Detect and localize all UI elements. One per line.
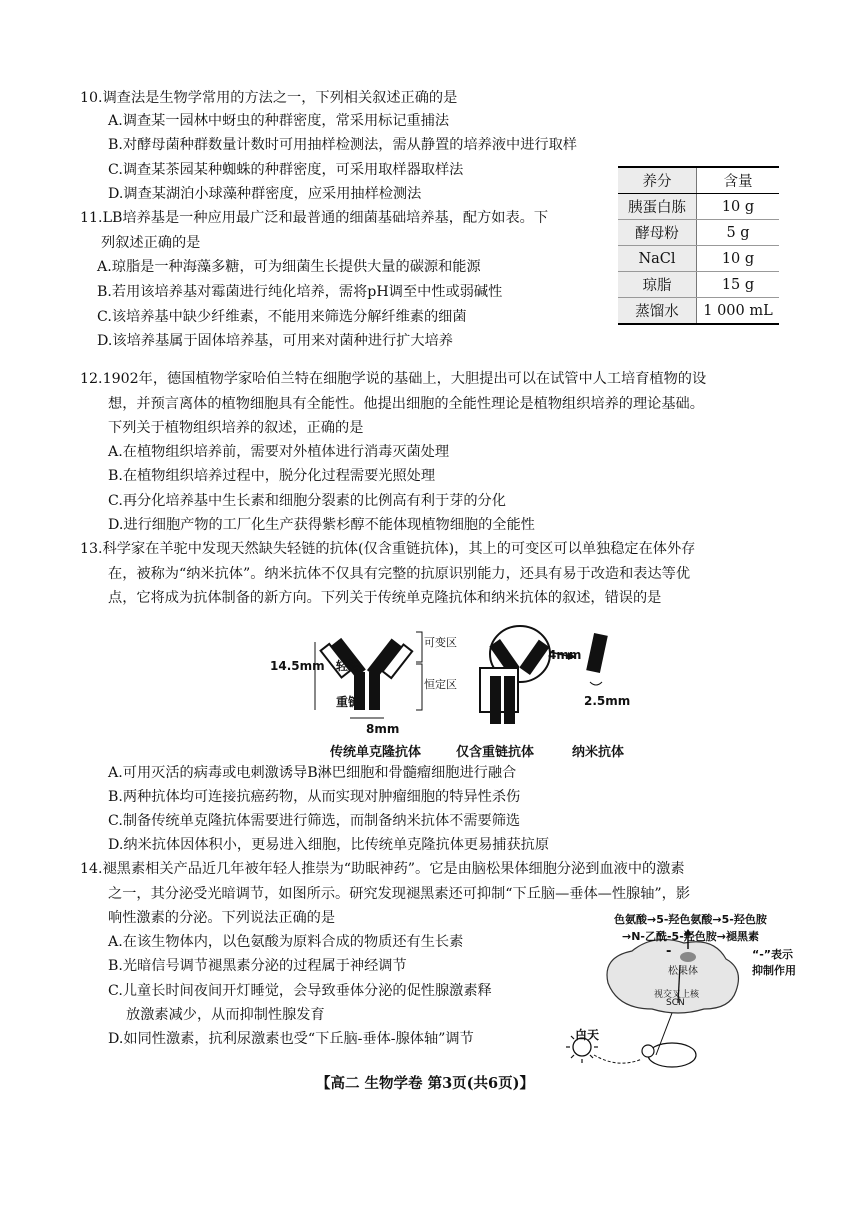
nanobody-shape xyxy=(586,633,608,673)
q11-option-c: C.该培养基中缺少纤维素，不能用来筛选分解纤维素的细菌 xyxy=(97,309,467,325)
q10-option-c: C.调查某茶园某种蜘蛛的种群密度，可采用取样器取样法 xyxy=(108,162,464,178)
variable-bracket xyxy=(416,632,422,662)
table-row xyxy=(618,298,779,325)
nanobody xyxy=(586,633,608,685)
q10-option-a: A.调查某一园林中蚜虫的种群密度，常采用标记重捕法 xyxy=(108,113,450,129)
daytime-label: 白天 xyxy=(575,1028,600,1042)
q13-stem-line2: 在，被称为“纳米抗体”。纳米抗体不仅具有完整的抗原识别能力，还具有易于改造和表达等优 xyxy=(108,566,691,582)
q11-stem-line2: 列叙述正确的是 xyxy=(101,235,201,251)
constant-bracket xyxy=(416,664,422,710)
q12-option-b: B.在植物组织培养过程中，脱分化过程需要光照处理 xyxy=(108,468,436,484)
label-variable-region: 可变区 xyxy=(424,636,457,649)
table-row xyxy=(618,246,779,272)
nutrient-name: 酵母粉 xyxy=(618,220,697,246)
scn-label-line2: SCN xyxy=(666,998,685,1008)
caption-nanobody: 纳米抗体 xyxy=(572,745,625,760)
label-heavy-chain: 重链 xyxy=(336,695,361,709)
fc-right xyxy=(369,672,380,710)
q14-option-c-line1: C.儿童长时间夜间开灯睡觉，会导致垂体分泌的促性腺激素释 xyxy=(108,983,492,999)
nutrient-amount: 1 000 mL xyxy=(697,298,780,325)
legend-line1: “-”表示 xyxy=(752,948,794,961)
nutrient-table xyxy=(618,166,779,325)
nanobody-width-brace xyxy=(590,682,602,685)
mouse-head xyxy=(642,1045,654,1057)
traditional-antibody xyxy=(315,632,422,718)
label-width: 8mm xyxy=(366,722,400,736)
q13-stem-line1: 13.科学家在羊驼中发现天然缺失轻链的抗体(仅含重链抗体)，其上的可变区可以单独稳定在体外存 xyxy=(80,541,696,557)
pathway-line1: 色氨酸→5-羟色氨酸→5-羟色胺 xyxy=(614,913,767,926)
table-header-nutrient: 养分 xyxy=(618,167,697,194)
nutrient-name: 琼脂 xyxy=(618,272,697,298)
table-header-amount: 含量 xyxy=(697,167,780,194)
q13-stem-line3: 点，它将成为抗体制备的新方向。下列关于传统单克隆抗体和纳米抗体的叙述，错误的是 xyxy=(108,590,662,606)
nutrient-amount: 15 g xyxy=(697,272,780,298)
caption-heavy-only: 仅含重链抗体 xyxy=(456,745,535,760)
q14-stem-line2: 之一，其分泌受光暗调节，如图所示。研究发现褪黑素还可抑制“下丘脑—垂体—性腺轴”，影 xyxy=(108,886,691,902)
caption-traditional: 传统单克隆抗体 xyxy=(330,745,422,760)
table-row xyxy=(618,194,779,220)
q13-option-c: C.制备传统单克隆抗体需要进行筛选，而制备纳米抗体不需要筛选 xyxy=(108,813,521,829)
q12-option-d: D.进行细胞产物的工厂化生产获得紫杉醇不能体现植物细胞的全能性 xyxy=(108,517,535,533)
table-row xyxy=(618,272,779,298)
q12-option-a: A.在植物组织培养前，需要对外植体进行消毒灭菌处理 xyxy=(108,444,450,460)
scn-label-line1: 视交叉上核 xyxy=(654,990,700,1000)
q13-option-d: D.纳米抗体因体积小，更易进入细胞，比传统单克隆抗体更易捕获抗原 xyxy=(108,837,550,853)
nutrient-name: 蒸馏水 xyxy=(618,298,697,325)
mouse-icon xyxy=(648,1043,696,1067)
q14-option-d: D.如同性激素，抗利尿激素也受“下丘脑-垂体-腺体轴”调节 xyxy=(108,1031,474,1047)
hc-stem-left xyxy=(490,676,501,724)
page-footer: 【高二 生物学卷 第3页(共6页)】 xyxy=(316,1075,534,1092)
pathway-line2: →N-乙酰-5-羟色胺→褪黑素 xyxy=(622,930,759,943)
q12-stem-line1: 12.1902年，德国植物学家哈伯兰特在细胞学说的基础上，大胆提出可以在试管中人工培育植物的设 xyxy=(80,371,707,387)
table-header-row xyxy=(618,167,779,194)
label-nano-width: 2.5mm xyxy=(584,694,631,708)
q14-option-a: A.在该生物体内，以色氨酸为原料合成的物质还有生长素 xyxy=(108,934,464,950)
q11-option-b: B.若用该培养基对霉菌进行纯化培养，需将pH调至中性或弱碱性 xyxy=(97,284,503,300)
nutrient-amount: 10 g xyxy=(697,246,780,272)
q14-option-c-line2: 放激素减少，从而抑制性腺发育 xyxy=(126,1007,325,1023)
q14-stem-line3: 响性激素的分泌。下列说法正确的是 xyxy=(108,910,336,926)
table-row xyxy=(618,220,779,246)
q10-option-b: B.对酵母菌种群数量计数时可用抽样检测法，需从静置的培养液中进行取样 xyxy=(108,137,577,153)
q12-stem-line2: 想，并预言离体的植物细胞具有全能性。他提出细胞的全能性理论是植物组织培养的理论基础。 xyxy=(108,396,704,412)
q11-stem-line1: 11.LB培养基是一种应用最广泛和最普通的细菌基础培养基，配方如表。下 xyxy=(80,210,549,226)
q11-option-d: D.该培养基属于固体培养基，可用来对菌种进行扩大培养 xyxy=(97,333,453,349)
hc-stem-right xyxy=(504,676,515,724)
light-path xyxy=(594,1055,642,1063)
label-size-left: 14.5mm xyxy=(270,659,325,673)
q10-option-d: D.调查某湖泊小球藻种群密度，应采用抽样检测法 xyxy=(108,186,422,202)
q13-option-b: B.两种抗体均可连接抗癌药物，从而实现对肿瘤细胞的特异性杀伤 xyxy=(108,789,521,805)
pineal-label: 松果体 xyxy=(668,966,698,977)
heavy-chain-only-antibody xyxy=(480,626,576,724)
nutrient-name: 胰蛋白胨 xyxy=(618,194,697,220)
nutrient-name: NaCl xyxy=(618,246,697,272)
legend-line2: 抑制作用 xyxy=(752,964,796,977)
minus-sign: - xyxy=(666,944,672,959)
q14-stem-line1: 14.褪黑素相关产品近几年被年轻人推崇为“助眠神药”。它是由脑松果体细胞分泌到血液中的激素 xyxy=(80,861,685,877)
q12-stem-line3: 下列关于植物组织培养的叙述，正确的是 xyxy=(108,420,364,436)
q14-option-b: B.光暗信号调节褪黑素分泌的过程属于神经调节 xyxy=(108,958,407,974)
q13-option-a: A.可用灭活的病毒或电刺激诱导B淋巴细胞和骨髓瘤细胞进行融合 xyxy=(108,765,517,781)
q11-option-a: A.琼脂是一种海藻多糖，可为细菌生长提供大量的碳源和能源 xyxy=(97,259,481,275)
label-constant-region: 恒定区 xyxy=(424,678,457,691)
label-nano-height: 4mm xyxy=(548,648,582,662)
pineal-body xyxy=(680,952,696,962)
q10-stem: 10.调查法是生物学常用的方法之一，下列相关叙述正确的是 xyxy=(80,90,458,106)
nutrient-amount: 10 g xyxy=(697,194,780,220)
label-light-chain: 轻链 xyxy=(336,659,361,673)
nutrient-amount: 5 g xyxy=(697,220,780,246)
q12-option-c: C.再分化培养基中生长素和细胞分裂素的比例高有利于芽的分化 xyxy=(108,493,506,509)
